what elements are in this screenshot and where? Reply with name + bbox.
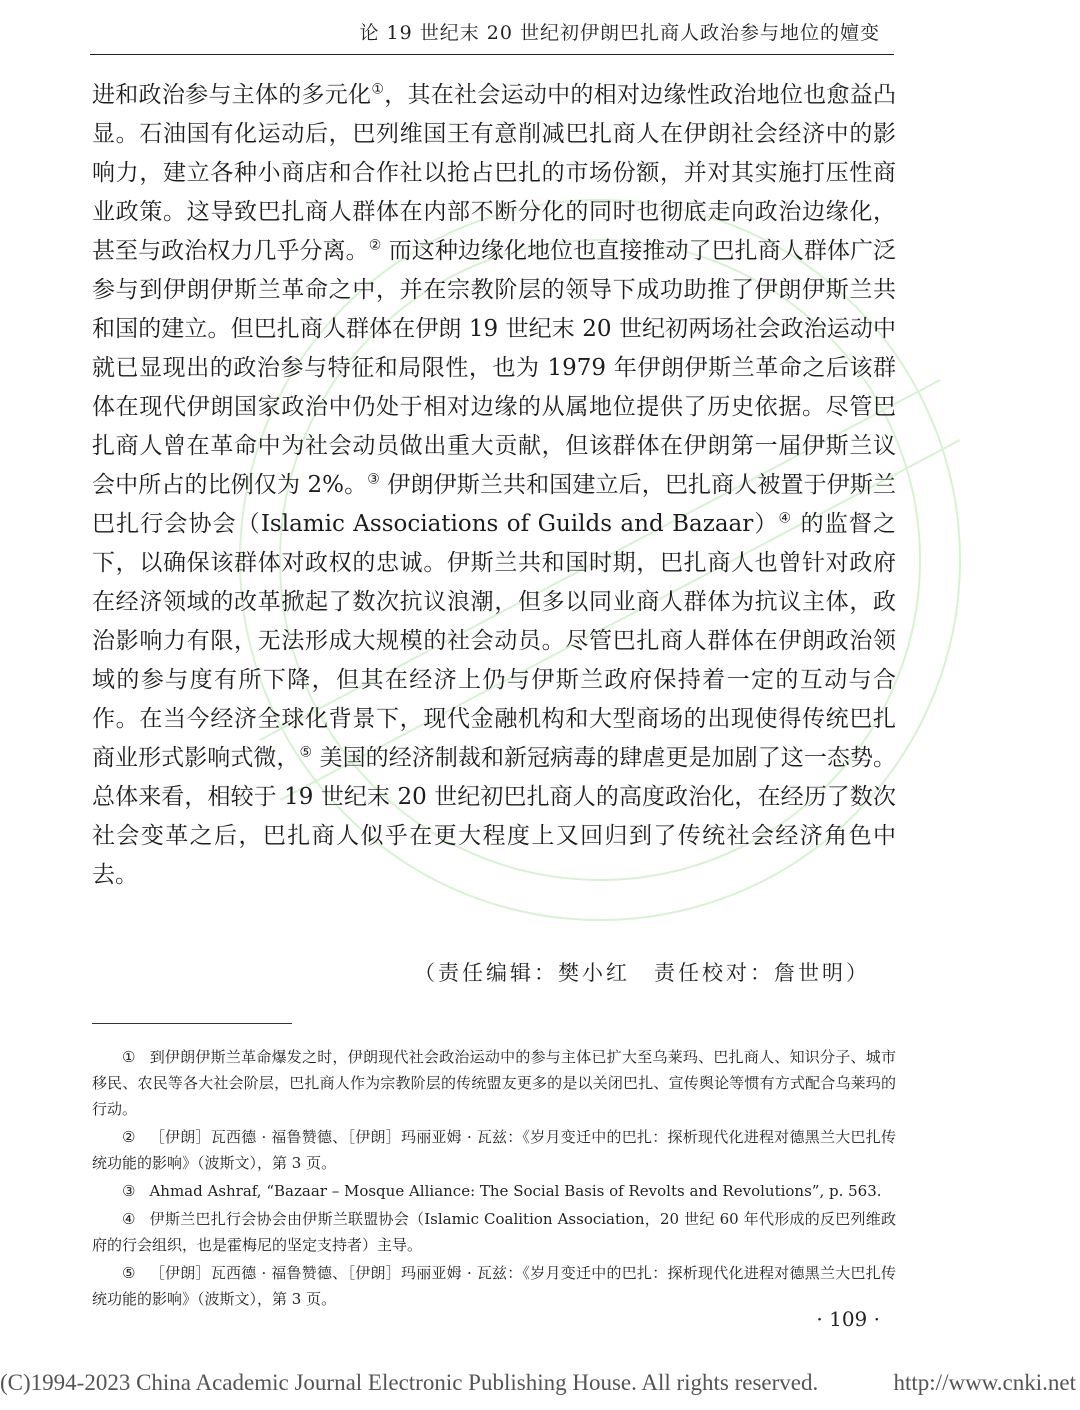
page-number: · 109 ·	[816, 1307, 880, 1331]
body-text: 伊朗伊斯兰共和国建立后，巴扎商人被置于伊斯兰巴扎行会协会（Islamic Associations of Guilds and Bazaar）	[92, 472, 896, 537]
body-text: 而这种边缘化地位也直接推动了巴扎商人群体广泛参与到伊朗伊斯兰革命之中，并在宗教阶层的领导下成功助推了伊朗伊斯兰共和国的建立。但巴扎商人群体在伊朗 19 世纪末 20 世纪初两场社会政治运动中就已显现出的政治参与特征和局限性，也为 1979 年伊朗伊斯兰革命之后该群体在现代伊朗国家政治中仍处于相对边缘的从属地位提供了历史依据。尽管巴扎商人曾在革命中为社会动员做出重大贡献，但该群体在伊朗第一届伊斯兰议会中所占的比例仅为 2%。	[92, 238, 897, 498]
footnote-divider	[92, 1023, 292, 1024]
footnote-number: ③	[122, 1182, 136, 1200]
copyright-notice: (C)1994-2023 China Academic Journal Electronic Publishing House. All rights reserved.	[0, 1370, 819, 1395]
footnote-number: ①	[122, 1048, 136, 1066]
header-rule	[90, 54, 894, 55]
footnote-text: Ahmad Ashraf, “Bazaar – Mosque Alliance: The Social Basis of Revolts and Revolutions”, p. 563.	[149, 1182, 882, 1200]
running-title: 论 19 世纪末 20 世纪初伊朗巴扎商人政治参与地位的嬗变	[359, 22, 880, 44]
footnote-ref-1[interactable]: ①	[371, 81, 385, 98]
cnki-link[interactable]: http://www.cnki.net	[893, 1370, 1076, 1395]
footnote-2	[92, 1124, 896, 1176]
footnote-ref-2[interactable]: ②	[368, 237, 382, 254]
footnotes	[92, 1044, 896, 1314]
footnote-number: ④	[122, 1210, 136, 1228]
footnote-text: 到伊朗伊斯兰革命爆发之时，伊朗现代社会政治运动中的参与主体已扩大至乌莱玛、巴扎商人、知识分子、城市移民、农民等各大社会阶层，巴扎商人作为宗教阶层的传统盟友更多的是以关闭巴扎、宣传舆论等惯有方式配合乌莱玛的行动。	[92, 1048, 896, 1118]
body-paragraph	[92, 76, 896, 895]
footnote-text: ［伊朗］瓦西德 · 福鲁赞德、［伊朗］玛丽亚姆 · 瓦兹：《岁月变迁中的巴扎：探析现代化进程对德黑兰大巴扎传统功能的影响》（波斯文），第 3 页。	[92, 1264, 896, 1308]
footnote-3	[92, 1178, 896, 1204]
footnote-ref-5[interactable]: ⑤	[299, 744, 313, 761]
footnote-ref-4[interactable]: ④	[778, 510, 793, 527]
footnote-1	[92, 1044, 896, 1122]
body-text: 进和政治参与主体的多元化	[92, 82, 372, 108]
body-text: ，其在社会运动中的相对边缘性政治地位也愈益凸显。石油国有化运动后，巴列维国王有意削减巴扎商人在伊朗社会经济中的影响力，建立各种小商店和合作社以抢占巴扎的市场份额，并对其实施打压性商业政策。这导致巴扎商人群体在内部不断分化的同时也彻底走向政治边缘化，甚至与政治权力几乎分离。	[92, 82, 897, 264]
footnote-number: ⑤	[122, 1264, 136, 1282]
footnote-5	[92, 1260, 896, 1312]
editor-credits: （责任编辑：樊小红 责任校对：詹世明）	[414, 961, 870, 985]
footnote-text: 伊斯兰巴扎行会协会由伊斯兰联盟协会（Islamic Coalition Association，20 世纪 60 年代形成的反巴列维政府的行会组织，也是霍梅尼的坚定支持者）主导。	[92, 1210, 896, 1254]
footnote-4	[92, 1206, 896, 1258]
footnote-text: ［伊朗］瓦西德 · 福鲁赞德、［伊朗］玛丽亚姆 · 瓦兹：《岁月变迁中的巴扎：探析现代化进程对德黑兰大巴扎传统功能的影响》（波斯文），第 3 页。	[92, 1128, 896, 1172]
footnote-number: ②	[122, 1128, 136, 1146]
body-text: 美国的经济制裁和新冠病毒的肆虐更是加剧了这一态势。总体来看，相较于 19 世纪末 20 世纪初巴扎商人的高度政治化，在经历了数次社会变革之后，巴扎商人似乎在更大程度上又回归到了传统社会经济角色中去。	[92, 745, 897, 888]
body-text: 的监督之下，以确保该群体对政权的忠诚。伊斯兰共和国时期，巴扎商人也曾针对政府在经济领域的改革掀起了数次抗议浪潮，但多以同业商人群体为抗议主体，政治影响力有限，无法形成大规模的社会动员。尽管巴扎商人群体在伊朗政治领域的参与度有所下降，但其在经济上仍与伊斯兰政府保持着一定的互动与合作。在当今经济全球化背景下，现代金融机构和大型商场的出现使得传统巴扎商业形式影响式微，	[92, 511, 896, 771]
footnote-ref-3[interactable]: ③	[367, 471, 380, 488]
copyright-footer	[0, 1370, 1080, 1396]
